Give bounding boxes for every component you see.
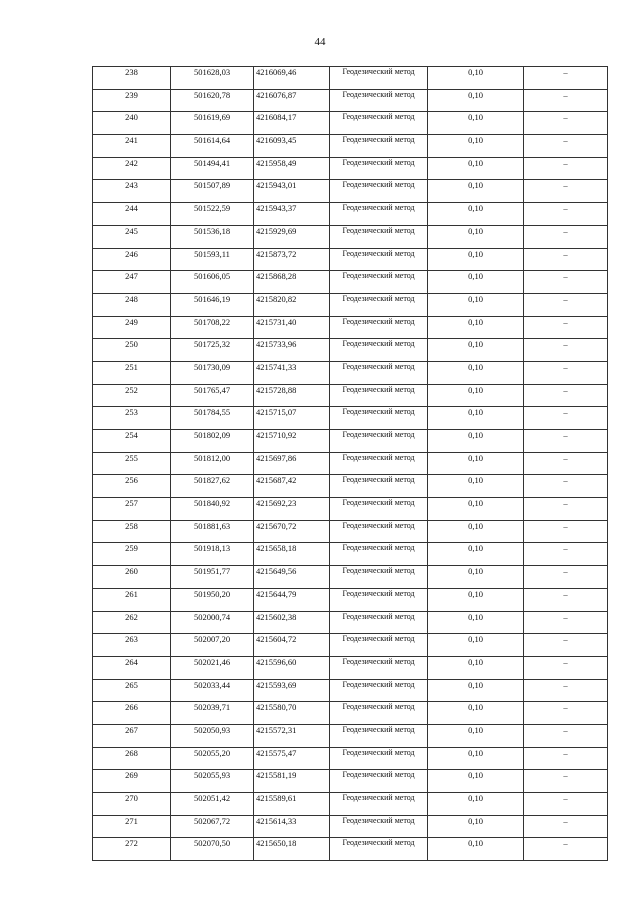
point-number-cell: 245 [93, 225, 171, 248]
note-cell: – [524, 407, 608, 430]
point-number-cell: 272 [93, 838, 171, 861]
y-coordinate-cell: 4215670,72 [254, 520, 330, 543]
note-cell: – [524, 588, 608, 611]
accuracy-cell: 0,10 [428, 656, 524, 679]
note-cell: – [524, 838, 608, 861]
x-coordinate-cell: 501628,03 [171, 67, 254, 90]
x-coordinate-cell: 502039,71 [171, 702, 254, 725]
note-cell: – [524, 656, 608, 679]
point-number-cell: 240 [93, 112, 171, 135]
method-cell: Геодезический метод [330, 112, 428, 135]
y-coordinate-cell: 4215943,37 [254, 203, 330, 226]
y-coordinate-cell: 4215614,33 [254, 815, 330, 838]
note-cell: – [524, 135, 608, 158]
x-coordinate-cell: 501918,13 [171, 543, 254, 566]
accuracy-cell: 0,10 [428, 361, 524, 384]
accuracy-cell: 0,10 [428, 588, 524, 611]
method-cell: Геодезический метод [330, 793, 428, 816]
accuracy-cell: 0,10 [428, 203, 524, 226]
x-coordinate-cell: 501881,63 [171, 520, 254, 543]
y-coordinate-cell: 4215692,23 [254, 498, 330, 521]
method-cell: Геодезический метод [330, 815, 428, 838]
table-row [93, 225, 608, 248]
point-number-cell: 254 [93, 430, 171, 453]
point-number-cell: 253 [93, 407, 171, 430]
point-number-cell: 249 [93, 316, 171, 339]
table-row [93, 793, 608, 816]
point-number-cell: 239 [93, 89, 171, 112]
x-coordinate-cell: 501620,78 [171, 89, 254, 112]
table-row [93, 89, 608, 112]
x-coordinate-cell: 501840,92 [171, 498, 254, 521]
y-coordinate-cell: 4215715,07 [254, 407, 330, 430]
coordinates-table-body [93, 67, 608, 861]
method-cell: Геодезический метод [330, 452, 428, 475]
table-row [93, 316, 608, 339]
y-coordinate-cell: 4215741,33 [254, 361, 330, 384]
accuracy-cell: 0,10 [428, 452, 524, 475]
accuracy-cell: 0,10 [428, 316, 524, 339]
x-coordinate-cell: 501812,00 [171, 452, 254, 475]
point-number-cell: 256 [93, 475, 171, 498]
y-coordinate-cell: 4215649,56 [254, 566, 330, 589]
accuracy-cell: 0,10 [428, 634, 524, 657]
point-number-cell: 238 [93, 67, 171, 90]
accuracy-cell: 0,10 [428, 793, 524, 816]
table-row [93, 838, 608, 861]
note-cell: – [524, 611, 608, 634]
x-coordinate-cell: 501494,41 [171, 157, 254, 180]
method-cell: Геодезический метод [330, 724, 428, 747]
table-row [93, 157, 608, 180]
table-row [93, 339, 608, 362]
y-coordinate-cell: 4216084,17 [254, 112, 330, 135]
accuracy-cell: 0,10 [428, 770, 524, 793]
note-cell: – [524, 747, 608, 770]
x-coordinate-cell: 501950,20 [171, 588, 254, 611]
y-coordinate-cell: 4215868,28 [254, 271, 330, 294]
note-cell: – [524, 679, 608, 702]
y-coordinate-cell: 4215958,49 [254, 157, 330, 180]
note-cell: – [524, 384, 608, 407]
y-coordinate-cell: 4215731,40 [254, 316, 330, 339]
y-coordinate-cell: 4216093,45 [254, 135, 330, 158]
note-cell: – [524, 475, 608, 498]
point-number-cell: 262 [93, 611, 171, 634]
accuracy-cell: 0,10 [428, 724, 524, 747]
point-number-cell: 252 [93, 384, 171, 407]
method-cell: Геодезический метод [330, 566, 428, 589]
table-row [93, 724, 608, 747]
table-row [93, 475, 608, 498]
page-number: 44 [314, 36, 326, 48]
table-row [93, 611, 608, 634]
note-cell: – [524, 293, 608, 316]
accuracy-cell: 0,10 [428, 838, 524, 861]
y-coordinate-cell: 4215733,96 [254, 339, 330, 362]
table-row [93, 498, 608, 521]
accuracy-cell: 0,10 [428, 747, 524, 770]
method-cell: Геодезический метод [330, 157, 428, 180]
y-coordinate-cell: 4215697,86 [254, 452, 330, 475]
x-coordinate-cell: 501522,59 [171, 203, 254, 226]
method-cell: Геодезический метод [330, 770, 428, 793]
accuracy-cell: 0,10 [428, 566, 524, 589]
table-row [93, 67, 608, 90]
accuracy-cell: 0,10 [428, 225, 524, 248]
accuracy-cell: 0,10 [428, 89, 524, 112]
table-row [93, 747, 608, 770]
point-number-cell: 270 [93, 793, 171, 816]
x-coordinate-cell: 501593,11 [171, 248, 254, 271]
accuracy-cell: 0,10 [428, 815, 524, 838]
point-number-cell: 267 [93, 724, 171, 747]
table-row [93, 180, 608, 203]
accuracy-cell: 0,10 [428, 430, 524, 453]
table-row [93, 135, 608, 158]
accuracy-cell: 0,10 [428, 543, 524, 566]
note-cell: – [524, 89, 608, 112]
point-number-cell: 265 [93, 679, 171, 702]
y-coordinate-cell: 4215581,19 [254, 770, 330, 793]
point-number-cell: 248 [93, 293, 171, 316]
point-number-cell: 243 [93, 180, 171, 203]
note-cell: – [524, 634, 608, 657]
note-cell: – [524, 361, 608, 384]
table-row [93, 430, 608, 453]
accuracy-cell: 0,10 [428, 384, 524, 407]
note-cell: – [524, 724, 608, 747]
note-cell: – [524, 520, 608, 543]
method-cell: Геодезический метод [330, 89, 428, 112]
method-cell: Геодезический метод [330, 67, 428, 90]
y-coordinate-cell: 4215644,79 [254, 588, 330, 611]
x-coordinate-cell: 501802,09 [171, 430, 254, 453]
point-number-cell: 242 [93, 157, 171, 180]
x-coordinate-cell: 501765,47 [171, 384, 254, 407]
y-coordinate-cell: 4215943,01 [254, 180, 330, 203]
y-coordinate-cell: 4215710,92 [254, 430, 330, 453]
point-number-cell: 257 [93, 498, 171, 521]
x-coordinate-cell: 501507,89 [171, 180, 254, 203]
x-coordinate-cell: 502067,72 [171, 815, 254, 838]
note-cell: – [524, 815, 608, 838]
point-number-cell: 247 [93, 271, 171, 294]
y-coordinate-cell: 4216069,46 [254, 67, 330, 90]
accuracy-cell: 0,10 [428, 702, 524, 725]
accuracy-cell: 0,10 [428, 180, 524, 203]
method-cell: Геодезический метод [330, 588, 428, 611]
note-cell: – [524, 702, 608, 725]
point-number-cell: 271 [93, 815, 171, 838]
method-cell: Геодезический метод [330, 430, 428, 453]
table-row [93, 452, 608, 475]
note-cell: – [524, 180, 608, 203]
note-cell: – [524, 271, 608, 294]
point-number-cell: 269 [93, 770, 171, 793]
y-coordinate-cell: 4215572,31 [254, 724, 330, 747]
method-cell: Геодезический метод [330, 361, 428, 384]
method-cell: Геодезический метод [330, 271, 428, 294]
note-cell: – [524, 67, 608, 90]
note-cell: – [524, 225, 608, 248]
y-coordinate-cell: 4215658,18 [254, 543, 330, 566]
accuracy-cell: 0,10 [428, 611, 524, 634]
table-row [93, 248, 608, 271]
accuracy-cell: 0,10 [428, 157, 524, 180]
accuracy-cell: 0,10 [428, 293, 524, 316]
note-cell: – [524, 339, 608, 362]
method-cell: Геодезический метод [330, 293, 428, 316]
accuracy-cell: 0,10 [428, 520, 524, 543]
x-coordinate-cell: 502021,46 [171, 656, 254, 679]
y-coordinate-cell: 4215820,82 [254, 293, 330, 316]
note-cell: – [524, 452, 608, 475]
note-cell: – [524, 566, 608, 589]
x-coordinate-cell: 502070,50 [171, 838, 254, 861]
method-cell: Геодезический метод [330, 543, 428, 566]
y-coordinate-cell: 4215604,72 [254, 634, 330, 657]
x-coordinate-cell: 501951,77 [171, 566, 254, 589]
y-coordinate-cell: 4215602,38 [254, 611, 330, 634]
accuracy-cell: 0,10 [428, 271, 524, 294]
y-coordinate-cell: 4215687,42 [254, 475, 330, 498]
point-number-cell: 255 [93, 452, 171, 475]
x-coordinate-cell: 502055,93 [171, 770, 254, 793]
method-cell: Геодезический метод [330, 339, 428, 362]
point-number-cell: 258 [93, 520, 171, 543]
method-cell: Геодезический метод [330, 384, 428, 407]
y-coordinate-cell: 4215873,72 [254, 248, 330, 271]
table-row [93, 271, 608, 294]
note-cell: – [524, 203, 608, 226]
table-row [93, 112, 608, 135]
x-coordinate-cell: 502055,20 [171, 747, 254, 770]
x-coordinate-cell: 501614,64 [171, 135, 254, 158]
accuracy-cell: 0,10 [428, 407, 524, 430]
accuracy-cell: 0,10 [428, 679, 524, 702]
x-coordinate-cell: 502000,74 [171, 611, 254, 634]
point-number-cell: 251 [93, 361, 171, 384]
note-cell: – [524, 770, 608, 793]
table-row [93, 361, 608, 384]
y-coordinate-cell: 4215575,47 [254, 747, 330, 770]
y-coordinate-cell: 4215650,18 [254, 838, 330, 861]
x-coordinate-cell: 501730,09 [171, 361, 254, 384]
note-cell: – [524, 543, 608, 566]
x-coordinate-cell: 501708,22 [171, 316, 254, 339]
table-row [93, 543, 608, 566]
table-row [93, 770, 608, 793]
method-cell: Геодезический метод [330, 475, 428, 498]
point-number-cell: 260 [93, 566, 171, 589]
y-coordinate-cell: 4216076,87 [254, 89, 330, 112]
point-number-cell: 268 [93, 747, 171, 770]
method-cell: Геодезический метод [330, 679, 428, 702]
accuracy-cell: 0,10 [428, 135, 524, 158]
method-cell: Геодезический метод [330, 702, 428, 725]
y-coordinate-cell: 4215929,69 [254, 225, 330, 248]
point-number-cell: 259 [93, 543, 171, 566]
x-coordinate-cell: 501646,19 [171, 293, 254, 316]
coordinates-table [92, 66, 608, 861]
accuracy-cell: 0,10 [428, 339, 524, 362]
table-row [93, 384, 608, 407]
method-cell: Геодезический метод [330, 316, 428, 339]
method-cell: Геодезический метод [330, 656, 428, 679]
note-cell: – [524, 316, 608, 339]
method-cell: Геодезический метод [330, 135, 428, 158]
note-cell: – [524, 157, 608, 180]
y-coordinate-cell: 4215580,70 [254, 702, 330, 725]
point-number-cell: 263 [93, 634, 171, 657]
y-coordinate-cell: 4215596,60 [254, 656, 330, 679]
x-coordinate-cell: 501725,32 [171, 339, 254, 362]
y-coordinate-cell: 4215728,88 [254, 384, 330, 407]
x-coordinate-cell: 502050,93 [171, 724, 254, 747]
method-cell: Геодезический метод [330, 407, 428, 430]
table-row [93, 520, 608, 543]
y-coordinate-cell: 4215593,69 [254, 679, 330, 702]
accuracy-cell: 0,10 [428, 67, 524, 90]
x-coordinate-cell: 502007,20 [171, 634, 254, 657]
table-row [93, 588, 608, 611]
method-cell: Геодезический метод [330, 203, 428, 226]
table-row [93, 566, 608, 589]
point-number-cell: 266 [93, 702, 171, 725]
table-row [93, 702, 608, 725]
x-coordinate-cell: 501619,69 [171, 112, 254, 135]
method-cell: Геодезический метод [330, 225, 428, 248]
table-row [93, 634, 608, 657]
table-row [93, 293, 608, 316]
accuracy-cell: 0,10 [428, 248, 524, 271]
x-coordinate-cell: 501784,55 [171, 407, 254, 430]
point-number-cell: 250 [93, 339, 171, 362]
note-cell: – [524, 793, 608, 816]
accuracy-cell: 0,10 [428, 112, 524, 135]
accuracy-cell: 0,10 [428, 498, 524, 521]
point-number-cell: 261 [93, 588, 171, 611]
table-row [93, 679, 608, 702]
method-cell: Геодезический метод [330, 248, 428, 271]
note-cell: – [524, 248, 608, 271]
x-coordinate-cell: 501606,05 [171, 271, 254, 294]
point-number-cell: 264 [93, 656, 171, 679]
table-row [93, 203, 608, 226]
x-coordinate-cell: 502033,44 [171, 679, 254, 702]
x-coordinate-cell: 502051,42 [171, 793, 254, 816]
method-cell: Геодезический метод [330, 838, 428, 861]
method-cell: Геодезический метод [330, 180, 428, 203]
y-coordinate-cell: 4215589,61 [254, 793, 330, 816]
note-cell: – [524, 430, 608, 453]
note-cell: – [524, 498, 608, 521]
point-number-cell: 244 [93, 203, 171, 226]
note-cell: – [524, 112, 608, 135]
method-cell: Геодезический метод [330, 747, 428, 770]
point-number-cell: 241 [93, 135, 171, 158]
method-cell: Геодезический метод [330, 634, 428, 657]
x-coordinate-cell: 501536,18 [171, 225, 254, 248]
accuracy-cell: 0,10 [428, 475, 524, 498]
table-row [93, 815, 608, 838]
table-row [93, 407, 608, 430]
method-cell: Геодезический метод [330, 611, 428, 634]
point-number-cell: 246 [93, 248, 171, 271]
x-coordinate-cell: 501827,62 [171, 475, 254, 498]
table-row [93, 656, 608, 679]
method-cell: Геодезический метод [330, 498, 428, 521]
method-cell: Геодезический метод [330, 520, 428, 543]
